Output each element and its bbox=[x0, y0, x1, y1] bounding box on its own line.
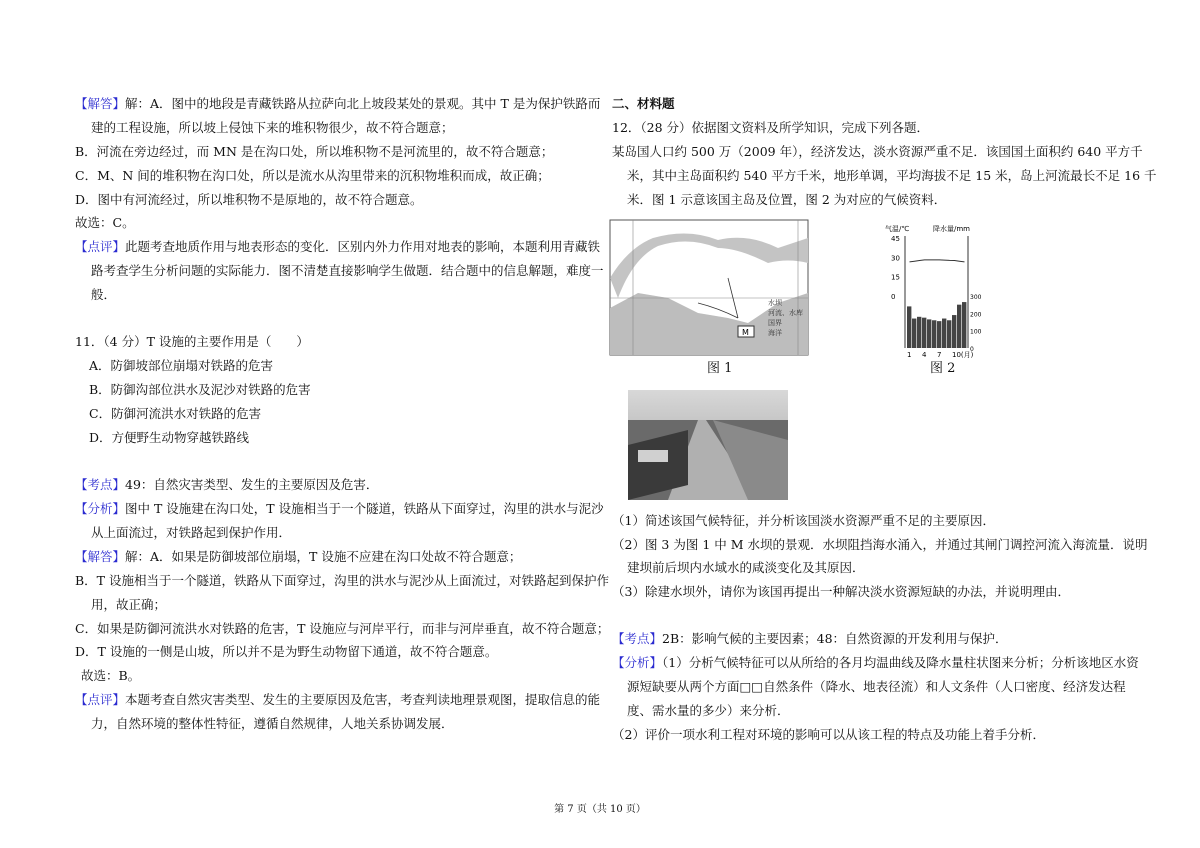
q11-answer-line bbox=[75, 549, 521, 565]
q11-comment-line: 力，自然环境的整体性特征，遵循自然规律，人地关系协调发展． bbox=[91, 716, 454, 731]
precipitation-bar bbox=[932, 320, 936, 348]
figure-3-dam-photo bbox=[628, 390, 788, 500]
text: 本题考查自然灾害类型、发生的主要原因及危害，考查判读地理景观图，提取信息的能 bbox=[125, 692, 601, 707]
q11-choice: 故选：B。 bbox=[81, 668, 141, 683]
q10-answer-c: C．M、N 间的堆积物在沟口处，所以是流水从沟里带来的沉积物堆积而成，故正确； bbox=[75, 168, 550, 183]
q12-material: 某岛国人口约 500 万（2009 年），经济发达，淡水资源严重不足．该国国土面积约 640 平方千 bbox=[612, 144, 1143, 159]
precip-axis-label: 降水量/mm bbox=[933, 225, 970, 233]
q10-answer-b: B．河流在旁边经过，而 MN 是在沟口处，所以堆积物不是河流里的，故不符合题意； bbox=[75, 144, 554, 159]
month-tick-label: 7 bbox=[937, 351, 942, 359]
q11-option-d: D．方便野生动物穿越铁路线 bbox=[89, 430, 250, 445]
q10-answer-line: 建的工程设施，所以坡上侵蚀下来的堆积物很少，故不符合题意； bbox=[91, 120, 454, 135]
month-tick-label: 1 bbox=[907, 351, 912, 359]
q12-analysis-line bbox=[612, 655, 1139, 671]
q11-analysis-line: 从上面流过，对铁路起到保护作用． bbox=[91, 525, 292, 540]
text: 49：自然灾害类型、发生的主要原因及危害． bbox=[125, 477, 379, 492]
comment-tag: 【点评】 bbox=[75, 239, 126, 254]
analysis-tag: 【分析】 bbox=[75, 501, 126, 516]
page-footer: 第 7 页（共 10 页） bbox=[554, 804, 646, 815]
precipitation-bar bbox=[927, 319, 931, 348]
q12-subquestion-3: （3）除建水坝外，请你为该国再提出一种解决淡水资源短缺的办法，并说明理由． bbox=[612, 584, 1070, 599]
text: 解：A．如果是防御坡部位崩塌，T 设施不应建在沟口处故不符合题意； bbox=[125, 549, 522, 564]
precipitation-bar bbox=[962, 302, 966, 348]
precipitation-bar bbox=[907, 306, 911, 348]
point-tag: 【考点】 bbox=[612, 631, 663, 646]
precipitation-bar bbox=[912, 319, 916, 348]
q11-option-b: B．防御沟部位洪水及泥沙对铁路的危害 bbox=[89, 382, 311, 397]
q12-subquestion-1: （1）简述该国气候特征，并分析该国淡水资源严重不足的主要原因． bbox=[612, 513, 995, 528]
temp-tick-label: 15 bbox=[891, 273, 900, 282]
precipitation-bar bbox=[937, 321, 941, 348]
figure-2-climate-chart bbox=[885, 222, 982, 362]
q12-analysis-line: 源短缺要从两个方面□□自然条件（降水、地表径流）和人文条件（人口密度、经济发达程 bbox=[627, 679, 1126, 694]
temp-tick-label: 30 bbox=[891, 254, 900, 263]
text: 此题考查地质作用与地表形态的变化．区别内外力作用对地表的影响，本题利用青藏铁 bbox=[125, 239, 601, 254]
q12-subquestion-2: 建坝前后坝内水域水的咸淡变化及其原因． bbox=[627, 560, 865, 575]
q12-subquestion-2: （2）图 3 为图 1 中 M 水坝的景观．水坝阻挡海水涌入，并通过其闸门调控河流入海流量．说明 bbox=[612, 537, 1148, 552]
figure-2-caption: 图 2 bbox=[930, 361, 956, 376]
q11-answer-b: 用，故正确； bbox=[91, 597, 167, 612]
precip-tick-label: 200 bbox=[970, 311, 982, 319]
precipitation-bar bbox=[957, 305, 961, 348]
month-tick-label: 4 bbox=[922, 351, 927, 359]
q12-analysis-line: （2）评价一项水利工程对环境的影响可以从该工程的特点及功能上着手分析． bbox=[612, 727, 1045, 742]
precipitation-bar bbox=[947, 320, 951, 348]
q10-answer-d: D．图中有河流经过，所以堆积物不是原地的，故不符合题意。 bbox=[75, 192, 423, 207]
dam-marker-label: M bbox=[742, 328, 749, 337]
q12-analysis-line: 度、需水量的多少）来分析． bbox=[627, 703, 790, 718]
answer-tag: 【解答】 bbox=[75, 549, 126, 564]
q11-comment-line bbox=[75, 692, 600, 708]
precip-tick-label: 300 bbox=[970, 294, 982, 301]
text: 解：A．图中的地段是青藏铁路从拉萨向北上坡段某处的景观。其中 T 是为保护铁路而 bbox=[125, 96, 601, 111]
figure-1-map bbox=[608, 218, 818, 378]
q11-answer-c: C．如果是防御河流洪水对铁路的危害，T 设施应与河岸平行，而非与河岸垂直，故不符合题意； bbox=[75, 621, 610, 636]
analysis-tag: 【分析】 bbox=[612, 655, 663, 670]
q10-comment-line: 路考查学生分析问题的实际能力．图不清楚直接影响学生做题．结合题中的信息解题，难度一 bbox=[91, 263, 604, 278]
temperature-curve bbox=[910, 260, 965, 262]
legend-item: 水坝 bbox=[768, 299, 782, 307]
q10-comment-line: 般． bbox=[91, 287, 117, 302]
q11-stem: 11．（4 分）T 设施的主要作用是（ ） bbox=[75, 334, 309, 349]
figure-1-caption: 图 1 bbox=[707, 361, 733, 376]
precip-tick-label: 100 bbox=[970, 328, 982, 336]
q12-stem: 12．（28 分）依据图文资料及所学知识，完成下列各题． bbox=[612, 120, 930, 135]
legend-item: 海洋 bbox=[768, 329, 782, 337]
legend-item: 河流、水库 bbox=[768, 309, 803, 317]
q12-material: 米．图 1 示意该国主岛及位置，图 2 为对应的气候资料． bbox=[627, 192, 947, 207]
q10-choice: 故选：C。 bbox=[75, 215, 135, 230]
point-tag: 【考点】 bbox=[75, 477, 126, 492]
q12-material: 米，其中主岛面积约 540 平方千米，地形单调，平均海拔不足 15 米，岛上河流最长不足 16 千 bbox=[627, 168, 1157, 183]
q11-option-c: C．防御河流洪水对铁路的危害 bbox=[89, 406, 262, 421]
text: 2B：影响气候的主要因素；48：自然资源的开发利用与保护． bbox=[662, 631, 1008, 646]
text: （1）分析气候特征可以从所给的各月均温曲线及降水量柱状图来分析；分析该地区水资 bbox=[662, 655, 1139, 670]
q12-point bbox=[612, 631, 1008, 647]
answer-tag: 【解答】 bbox=[75, 96, 126, 111]
q10-comment-line bbox=[75, 239, 600, 255]
q11-answer-b: B．T 设施相当于一个隧道，铁路从下面穿过，沟里的洪水与泥沙从上面流过，对铁路起到保护作 bbox=[75, 573, 609, 588]
temp-axis-label: 气温/℃ bbox=[885, 225, 910, 233]
q10-answer-line bbox=[75, 96, 600, 112]
precipitation-bar bbox=[922, 318, 926, 348]
precipitation-bar bbox=[942, 319, 946, 348]
precip-tick-label: 0 bbox=[970, 346, 974, 353]
q11-point bbox=[75, 477, 378, 493]
q11-option-a: A．防御坡部位崩塌对铁路的危害 bbox=[89, 358, 274, 373]
q11-answer-d: D．T 设施的一侧是山坡，所以并不是为野生动物留下通道，故不符合题意。 bbox=[75, 644, 498, 659]
q11-analysis-line bbox=[75, 501, 604, 517]
precipitation-bar bbox=[952, 315, 956, 348]
section-heading: 二、材料题 bbox=[612, 96, 675, 111]
temp-tick-label: 0 bbox=[891, 293, 896, 301]
comment-tag: 【点评】 bbox=[75, 692, 126, 707]
text: 图中 T 设施建在沟口处，T 设施相当于一个隧道，铁路从下面穿过，沟里的洪水与泥沙 bbox=[125, 501, 604, 516]
month-tick-label: 10(月) bbox=[952, 351, 974, 359]
legend-item: 国界 bbox=[768, 319, 782, 327]
temp-tick-label: 45 bbox=[891, 235, 900, 243]
precipitation-bar bbox=[917, 317, 921, 348]
